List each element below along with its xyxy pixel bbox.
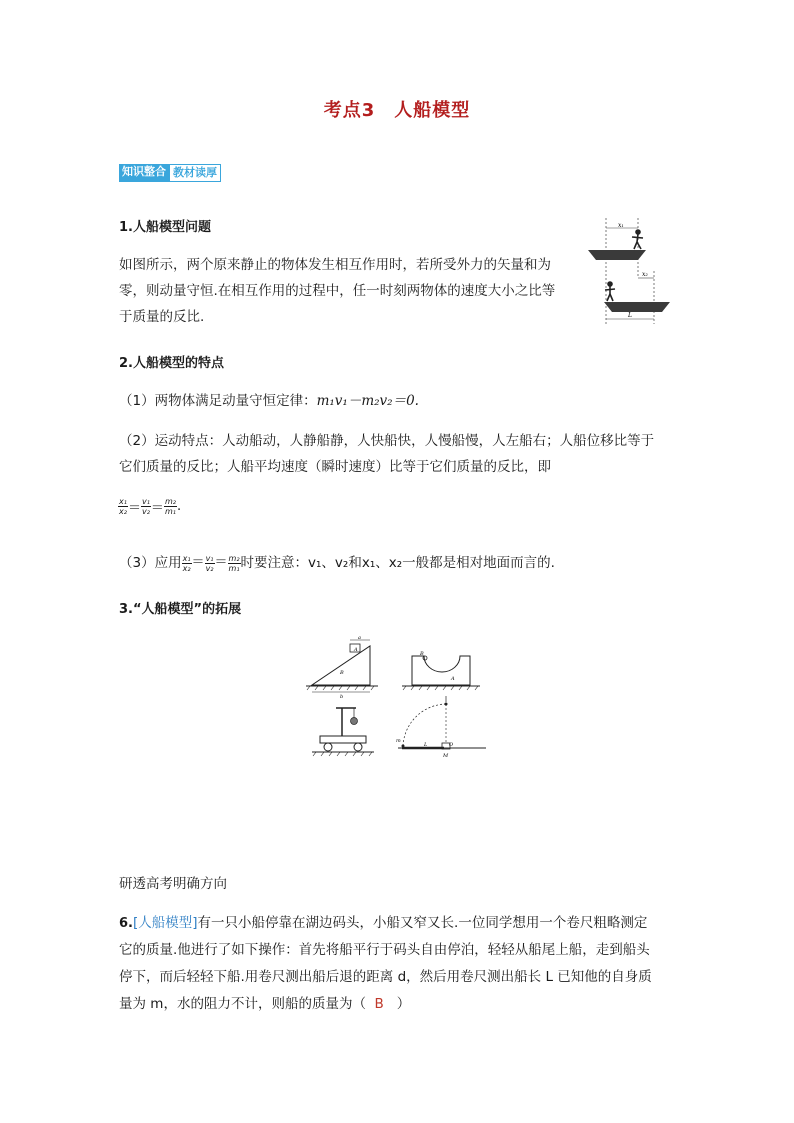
svg-text:a: a bbox=[358, 636, 361, 641]
tag-textbook: 教材读厚 bbox=[169, 164, 221, 182]
para-line: 零，则动量守恒.在相互作用的过程中，任一时刻两物体的速度大小之比等 bbox=[119, 283, 556, 299]
extension-diagrams bbox=[304, 636, 490, 764]
fraction-x: $\frac{\text{x₁}}{\text{x₂}}$ bbox=[119, 497, 127, 516]
question-line: 停下，而后轻轻下船.用卷尺测出船后退的距离 d，然后用卷尺测出船长 L 已知他的自身质 bbox=[119, 969, 652, 985]
question-line: 它的质量.他进行了如下操作：首先将船平行于码头自由停泊，轻轻从船尾上船，走到船头 bbox=[119, 942, 650, 958]
momentum-equation: m₁v₁－m₂v₂＝0. bbox=[316, 393, 419, 409]
heading-1: 1.人船模型问题 bbox=[119, 220, 211, 235]
wedge-figure bbox=[306, 636, 378, 700]
svg-text:b: b bbox=[340, 694, 344, 700]
boat-diagram bbox=[586, 216, 676, 326]
fraction-m: $\frac{\text{m₂}}{\text{m₁}}$ bbox=[164, 497, 176, 516]
page-title: 考点3 人船模型 bbox=[323, 100, 471, 121]
fraction-v: $\frac{\text{v₁}}{\text{v₂}}$ bbox=[141, 497, 150, 516]
answer: B bbox=[374, 996, 384, 1012]
arc-figure bbox=[396, 696, 486, 759]
svg-text:L: L bbox=[424, 742, 428, 748]
ratio-equation: $\frac{\text{x₁}}{\text{x₂}}$ ＝ $\frac{\text{v₁}}{\text{v₂}}$ ＝ $\frac{\text{m₂}}{\text{m₁}}$ . bbox=[119, 497, 182, 516]
heading-3: 3.“人船模型”的拓展 bbox=[119, 602, 242, 617]
svg-text:A: A bbox=[451, 676, 455, 682]
tag-knowledge: 知识整合 bbox=[119, 164, 169, 182]
item-3: （3）应用 $\frac{\text{x₁}}{\text{x₂}}$ ＝ $\frac{\text{v₁}}{\text{v₂}}$ ＝ $\frac{\text{m₂}}{\text{m₁}}$ 时要注意：v₁、v₂和x₁、x₂一般都是相对地面而言的. bbox=[119, 553, 555, 573]
heading-2: 2.人船模型的特点 bbox=[119, 356, 224, 371]
label-x2: x₂ bbox=[642, 271, 648, 278]
section-title: 研透高考明确方向 bbox=[119, 876, 227, 892]
para-line: 如图所示，两个原来静止的物体发生相互作用时，若所受外力的矢量和为 bbox=[119, 257, 551, 273]
question-6 bbox=[119, 910, 679, 1018]
item-2 bbox=[119, 428, 679, 480]
svg-text:m: m bbox=[396, 738, 401, 744]
svg-text:B: B bbox=[340, 670, 344, 676]
item-2-line: （2）运动特点：人动船动，人静船静，人快船快，人慢船慢，人左船右；人船位移比等于 bbox=[119, 433, 655, 449]
item-1-text: （1）两物体满足动量守恒定律： bbox=[119, 393, 317, 409]
paragraph-1 bbox=[119, 252, 589, 330]
svg-text:B: B bbox=[420, 651, 424, 657]
svg-text:O: O bbox=[449, 742, 454, 748]
svg-text:M: M bbox=[443, 753, 449, 759]
bowl-figure bbox=[402, 651, 480, 690]
question-line: 6.[人船模型]有一只小船停靠在湖边码头，小船又窄又长.一位同学想用一个卷尺粗略测定 bbox=[119, 915, 648, 931]
question-line: 量为 m，水的阻力不计，则船的质量为（ B ） bbox=[119, 996, 411, 1012]
svg-text:A: A bbox=[354, 647, 358, 653]
item-1 bbox=[119, 388, 419, 414]
question-tag[interactable]: 人船模型 bbox=[138, 915, 193, 931]
para-line: 于质量的反比. bbox=[119, 309, 205, 325]
item-2-line: 它们质量的反比；人船平均速度（瞬时速度）比等于它们质量的反比，即 bbox=[119, 459, 551, 475]
question-number: 6. bbox=[119, 916, 133, 931]
pendulum-cart-figure bbox=[312, 708, 374, 756]
label-x1: x₁ bbox=[618, 222, 624, 229]
label-L: L bbox=[628, 312, 632, 319]
section-tag bbox=[119, 164, 221, 182]
